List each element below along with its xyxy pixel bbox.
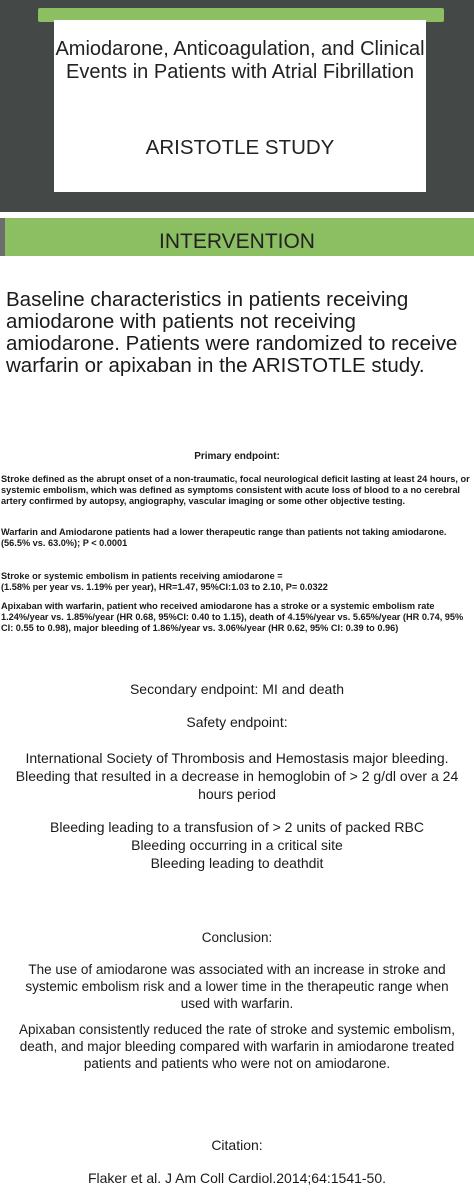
intro-text: Baseline characteristics in patients receiving amiodarone with patients not receiving amiodarone. Patients were randomized to receive warfarin or apixaban in the ARISTOTLE study. [6,288,458,377]
primary-endpoint-stroke-rate: Stroke or systemic embolism in patients receiving amiodarone = (1.58% per year vs. 1.19% per year), HR=1.47, 95%CI:1.03 to 2.10, P= 0.0322 [1,571,328,592]
primary-endpoint-apixaban-comparison: Apixaban with warfarin, patient who received amiodarone has a stroke or a systemic embolism rate 1.24%/year vs. 1.85%/year (HR 0.68, 95%CI: 0.40 to 1.15), death of 4.15%/year vs. 5.65%/year (HR 0.74, 95% CI: 0.55 to 0.98), major bleeding of 1.86%/year vs. 3.06%/year (HR 0.62, 95% CI: 0.39 to 0.96) [1,601,464,633]
secondary-endpoint: Secondary endpoint: MI and death [129,681,345,697]
safety-endpoint-heading: Safety endpoint: [186,714,288,730]
safety-endpoint-major-bleeding: International Society of Thrombosis and Hemostasis major bleeding. Bleeding that resulted in a decrease in hemoglobin of > 2 g/dl over a 24 hours period [15,750,459,802]
primary-endpoint-therapeutic-range: Warfarin and Amiodarone patients had a lower therapeutic range than patients not taking amiodarone. (56.5% vs. 63.0%); P < 0.0001 [1,527,447,548]
conclusion-heading: Conclusion: [201,930,273,945]
primary-endpoint-definition: Stroke defined as the abrupt onset of a non-traumatic, focal neurological deficit lasting at least 24 hours, or systemic embolism, which was defined as symptoms consistent with acute loss of blood to a no cerebral artery confirmed by autopsy, angiography, vascular imaging or some other objective testing. [1,474,470,506]
title-box [54,20,426,192]
safety-endpoint-bleeding-criteria: Bleeding leading to a transfusion of > 2 units of packed RBC Bleeding occurring in a critical site Bleeding leading to deathdit [50,819,424,871]
section-title: INTERVENTION [159,230,315,253]
citation-text: Flaker et al. J Am Coll Cardiol.2014;64:1541-50. [87,1170,387,1186]
conclusion-paragraph-2: Apixaban consistently reduced the rate of stroke and systemic embolism, death, and major bleeding compared with warfarin in amiodarone treated patients and patients who were not on amiodarone. [19,1022,455,1071]
primary-endpoint-heading: Primary endpoint: [194,451,280,462]
conclusion-paragraph-1: The use of amiodarone was associated with an increase in stroke and systemic embolism risk and a lower time in the therapeutic range when used with warfarin. [25,962,449,1011]
citation-heading: Citation: [211,1137,263,1153]
study-name: ARISTOTLE STUDY [145,136,335,159]
poster-title: Amiodarone, Anticoagulation, and Clinical Events in Patients with Atrial Fibrillation [55,38,425,83]
